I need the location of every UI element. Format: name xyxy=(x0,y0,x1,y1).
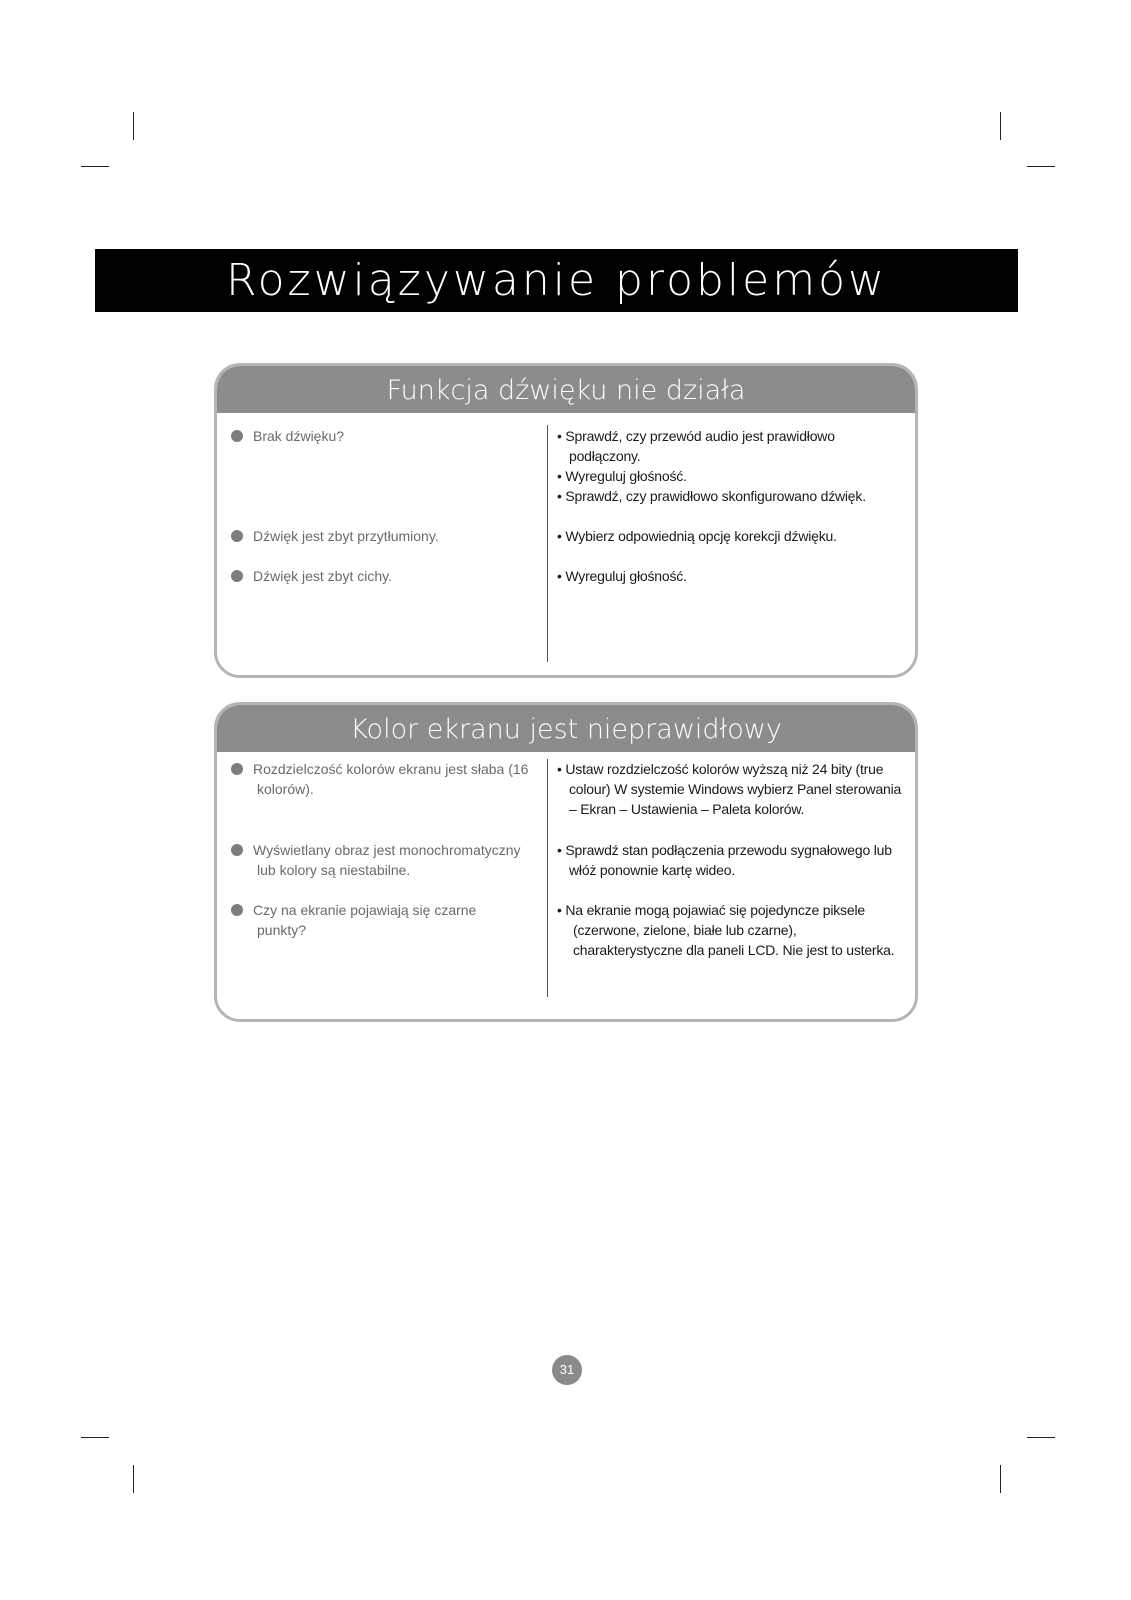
solution-text: • Ustaw rozdzielczość kolorów wyższą niż 24 bity (true colour) W systemie Windows wybierz Panel sterowania – Ekran – Ustawienia – Paleta kolorów. xyxy=(557,761,902,817)
crop-mark xyxy=(133,112,134,140)
solution-text: • Wyreguluj głośność. xyxy=(557,568,687,584)
problem-text: Brak dźwięku? xyxy=(231,426,553,446)
crop-mark xyxy=(81,166,109,167)
page-number-badge: 31 xyxy=(552,1355,582,1385)
crop-mark xyxy=(133,1465,134,1493)
bullet-dot-icon xyxy=(231,430,243,442)
problem-text: Rozdzielczość kolorów ekranu jest słaba (16 kolorów). xyxy=(231,759,553,799)
crop-mark xyxy=(1027,1437,1055,1438)
bullet-dot-icon xyxy=(231,904,243,916)
page-title: Rozwiązywanie problemów xyxy=(95,249,1018,312)
panel-heading: Kolor ekranu jest nieprawidłowy xyxy=(217,705,915,752)
problem-text: Wyświetlany obraz jest monochromatyczny lub kolory są niestabilne. xyxy=(231,840,553,880)
crop-mark xyxy=(1000,1465,1001,1493)
problem-text: Czy na ekranie pojawiają się czarne punkty? xyxy=(231,900,553,940)
bullet-dot-icon xyxy=(231,763,243,775)
bullet-dot-icon xyxy=(231,570,243,582)
solution-text: • Sprawdź stan podłączenia przewodu sygnałowego lub włóż ponownie kartę wideo. xyxy=(557,842,892,878)
solution-text: • Na ekranie mogą pojawiać się pojedyncze piksele (czerwone, zielone, białe lub czarne), charakterystyczne dla paneli LCD. Nie jest to usterka. xyxy=(557,902,895,958)
crop-mark xyxy=(81,1437,109,1438)
troubleshooting-panel-color xyxy=(214,702,918,1022)
solution-text: • Wybierz odpowiednią opcję korekcji dźwięku. xyxy=(557,528,837,544)
panel-heading: Funkcja dźwięku nie działa xyxy=(217,366,915,413)
solution-text: • Sprawdź, czy przewód audio jest prawidłowo podłączony. • Wyreguluj głośność. • Sprawdź, czy prawidłowo skonfigurowano dźwięk. xyxy=(557,428,866,504)
problem-text: Dźwięk jest zbyt cichy. xyxy=(231,566,553,586)
bullet-dot-icon xyxy=(231,530,243,542)
crop-mark xyxy=(1027,166,1055,167)
problem-text: Dźwięk jest zbyt przytłumiony. xyxy=(231,526,553,546)
crop-mark xyxy=(1000,112,1001,140)
troubleshooting-panel-sound xyxy=(214,363,918,678)
bullet-dot-icon xyxy=(231,844,243,856)
